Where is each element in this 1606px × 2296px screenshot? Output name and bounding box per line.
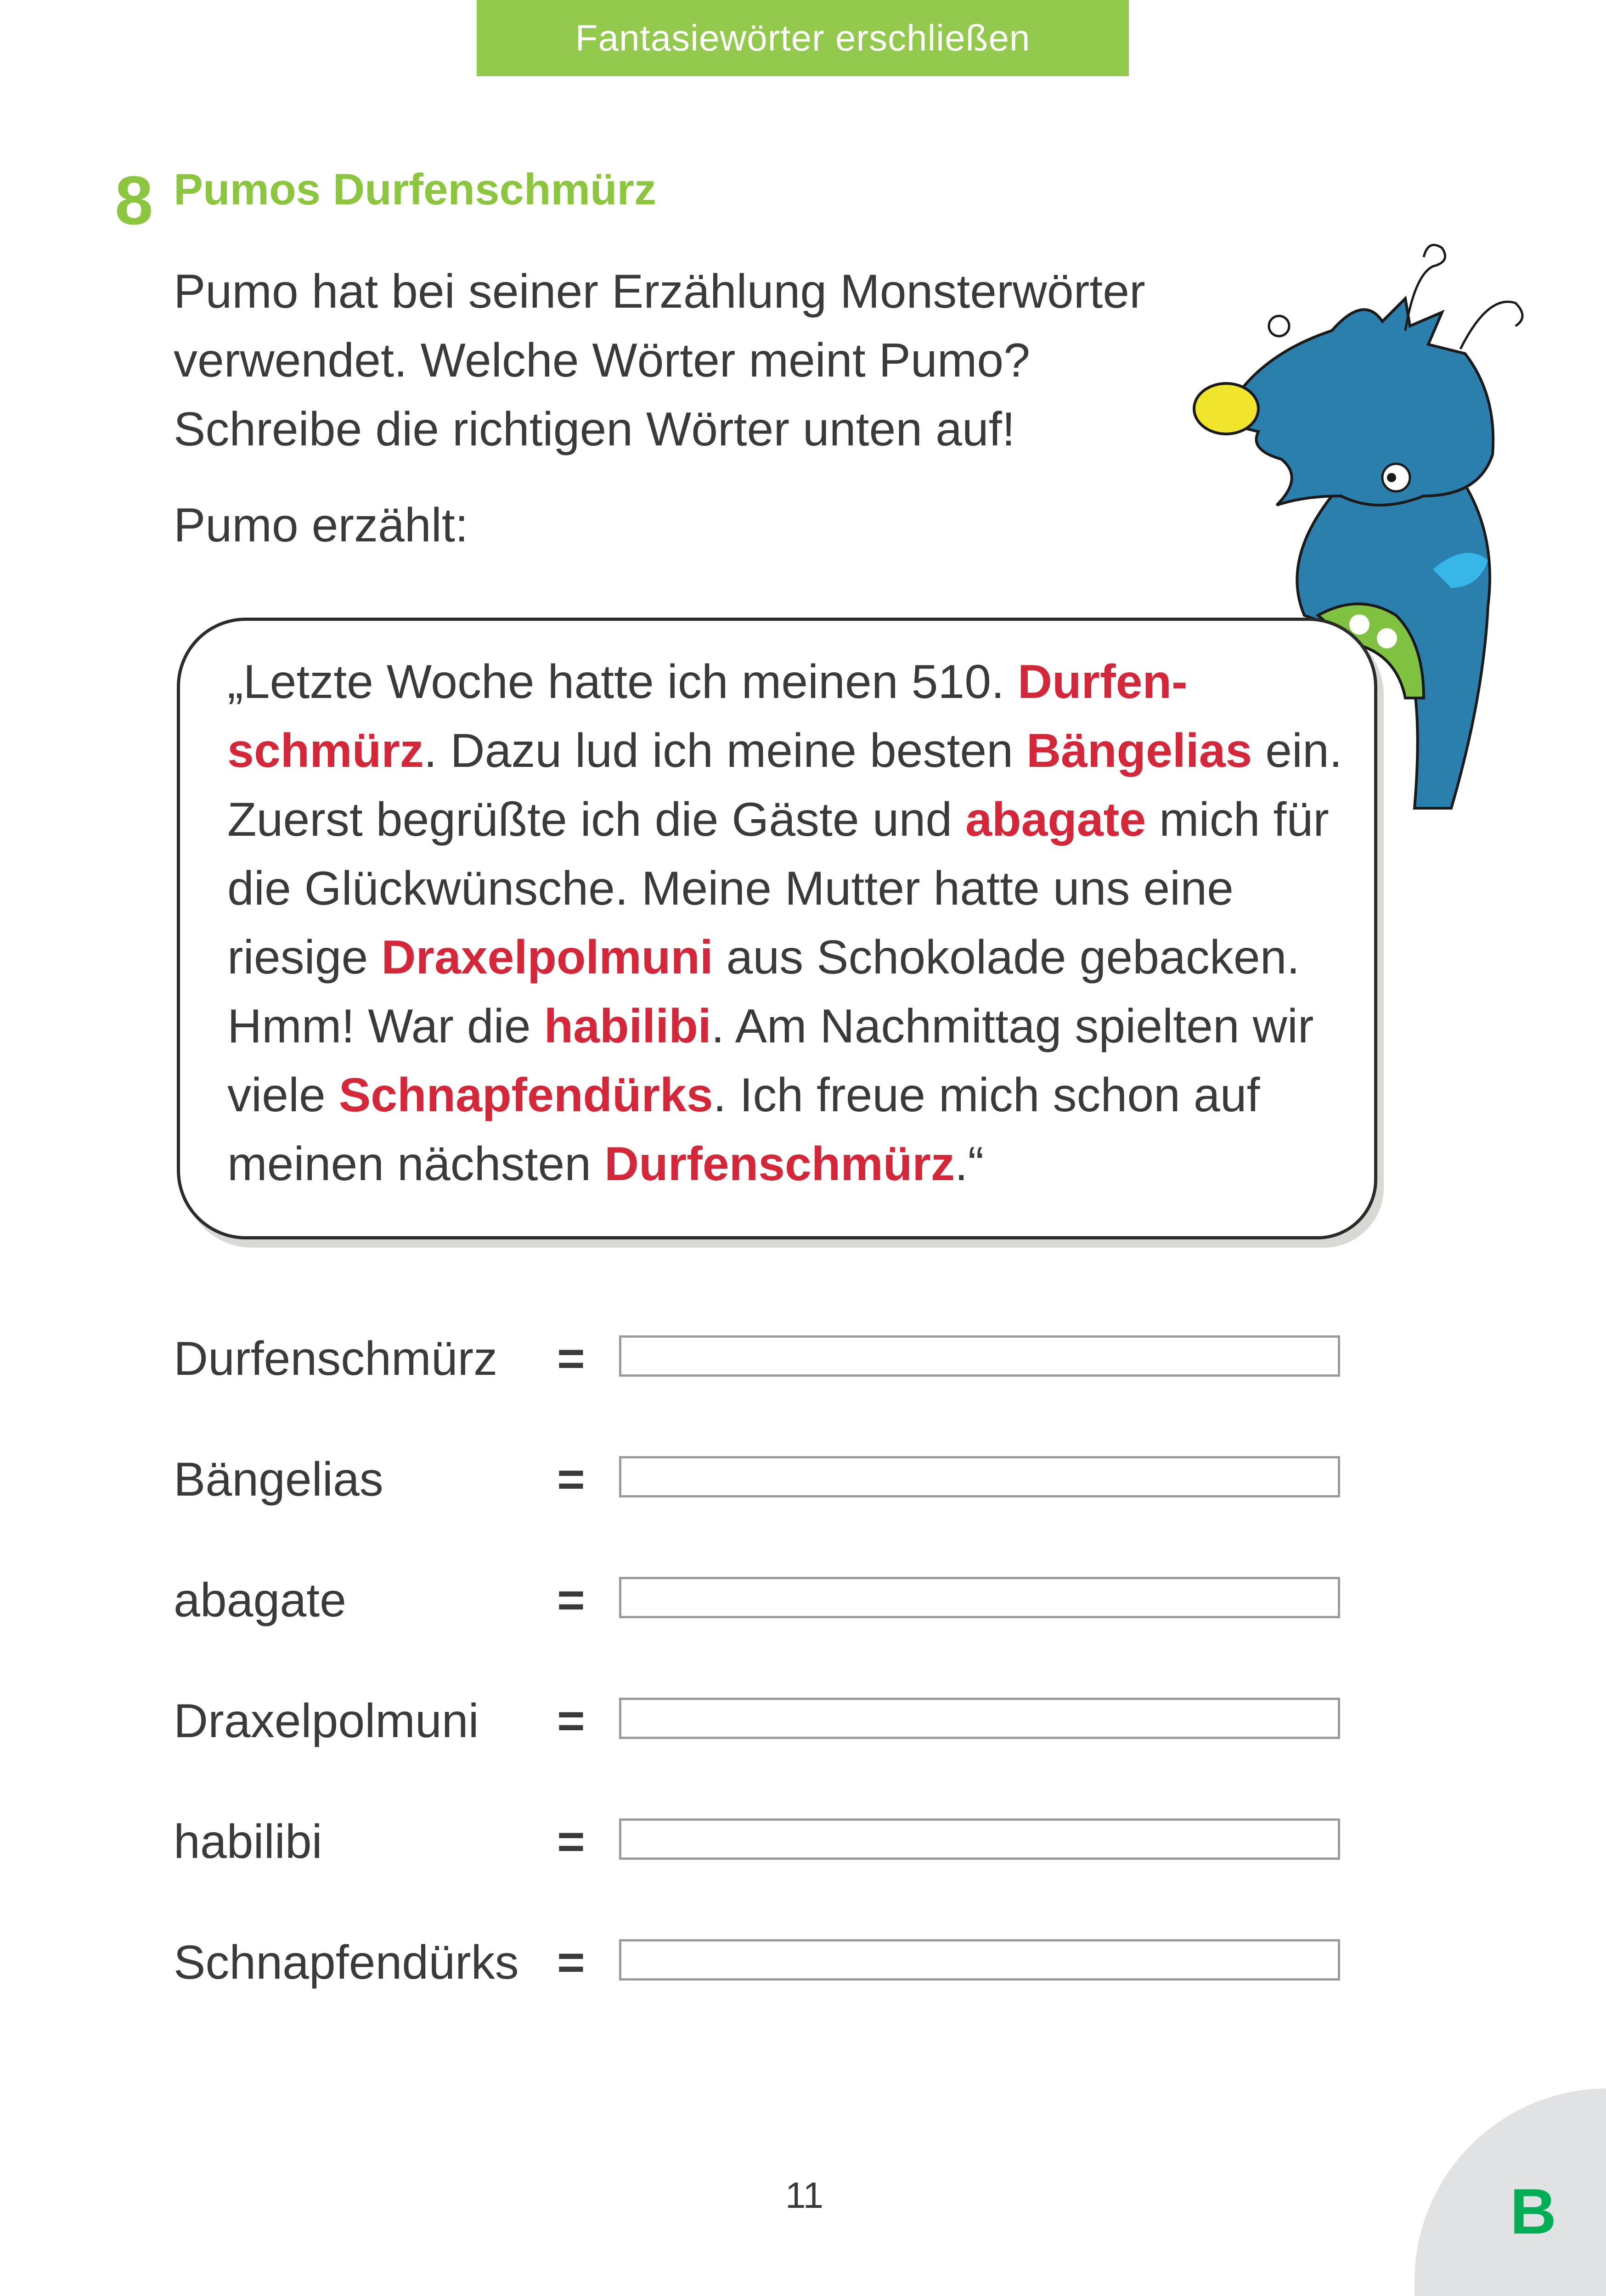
answer-input-draxelpolmuni[interactable] <box>619 1698 1340 1739</box>
answer-input-abagate[interactable] <box>619 1577 1340 1618</box>
equals-sign: = <box>557 1453 585 1506</box>
section-letter: B <box>1510 2175 1557 2247</box>
fantasy-word: Schnapfendürks <box>338 1069 713 1122</box>
answer-input-baengelias[interactable] <box>619 1456 1340 1497</box>
fantasy-word-label: abagate <box>174 1574 346 1627</box>
task-number: 8 <box>115 162 153 239</box>
answer-row <box>174 1573 1345 1694</box>
answer-input-schnapfenduerks[interactable] <box>619 1939 1340 1981</box>
instruction-line: Pumo hat bei seiner Erzählung Monsterwörter <box>174 265 1145 318</box>
answer-row <box>174 1694 1345 1815</box>
answer-row <box>174 1332 1345 1452</box>
equals-sign: = <box>557 1694 585 1748</box>
answer-row <box>174 1936 1345 2056</box>
fantasy-word: Draxelpolmuni <box>381 931 713 984</box>
fantasy-word: habilibi <box>544 1000 711 1053</box>
story-label: Pumo erzählt: <box>174 499 468 552</box>
answer-row <box>174 1452 1345 1573</box>
equals-sign: = <box>557 1574 585 1627</box>
fantasy-word: Bängelias <box>1026 724 1252 777</box>
story-segment: ein. Zuerst begrüßte ich die Gäste und <box>227 724 1342 846</box>
equals-sign: = <box>557 1815 585 1868</box>
answer-row <box>174 1815 1345 1936</box>
fantasy-word-label: Draxelpolmuni <box>174 1694 479 1748</box>
fantasy-word: Durfenschmürz <box>604 1137 955 1191</box>
equals-sign: = <box>557 1936 585 1989</box>
page-number: 11 <box>785 2175 824 2216</box>
story-segment: . Am Nachmittag spielten wir viele <box>227 1000 1314 1122</box>
answer-input-durfenschmuerz[interactable] <box>619 1335 1340 1377</box>
equals-sign: = <box>557 1332 585 1385</box>
story-segment: .“ <box>954 1137 984 1191</box>
task-title: Pumos Durfenschmürz <box>174 165 656 214</box>
fantasy-word-label: habilibi <box>174 1815 322 1868</box>
fantasy-word-label: Schnapfendürks <box>174 1936 519 1989</box>
answer-list <box>174 1332 1345 2056</box>
fantasy-word: schmürz <box>227 724 424 777</box>
section-title: Fantasiewörter erschließen <box>575 17 1031 58</box>
answer-input-habilibi[interactable] <box>619 1818 1340 1860</box>
instruction-line: Schreibe die richtigen Wörter unten auf! <box>174 403 1015 456</box>
fantasy-word-label: Durfenschmürz <box>174 1332 498 1385</box>
fantasy-word: abagate <box>965 793 1146 846</box>
section-header-bar <box>477 0 1129 76</box>
story-text <box>227 647 1352 1199</box>
story-segment: „Letzte Woche hatte ich meinen 510. <box>227 655 1018 709</box>
fantasy-word: Durfen- <box>1017 655 1188 709</box>
story-segment: . Dazu lud ich meine besten <box>423 724 1026 777</box>
fantasy-word-label: Bängelias <box>174 1453 383 1506</box>
task-instructions <box>174 257 1230 464</box>
story-segment: mich für die Glückwünsche. Meine Mutter hatte uns eine riesige <box>227 793 1329 984</box>
story-segment: aus Schokolade gebacken. Hmm! War die <box>227 931 1300 1053</box>
story-segment: . Ich freue mich schon auf meinen nächsten <box>227 1069 1260 1191</box>
instruction-line: verwendet. Welche Wörter meint Pumo? <box>174 334 1031 387</box>
